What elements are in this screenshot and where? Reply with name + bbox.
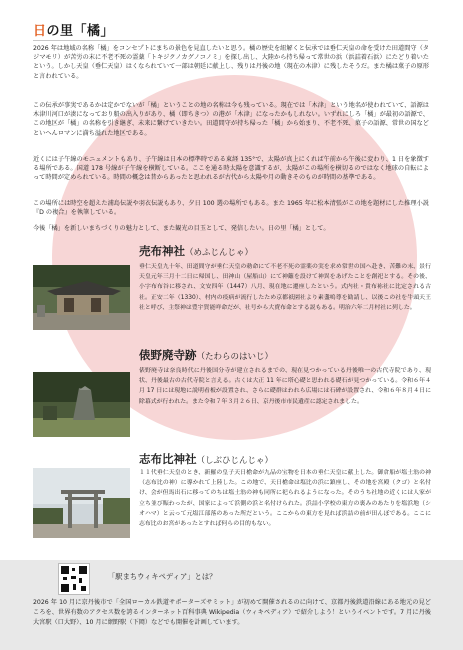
wiki-section-text: 2026 年 10 月に京丹後市で「全国ローカル鉄道サポーターズサミット」が初めて開催されるのに向けて、京都丹後鉄道沿線にある地元の見どころを、世界有数のアクセス数を誇るインターネット百科事典 Wikipedia（ウィキペディア）で紹介しよう！というイベントです。7 月に丹後大宮駅（口大野）、10 月に網野駅（下岡）などでも開催を計画しています。 — [33, 599, 431, 626]
page-title — [33, 20, 114, 39]
intro-paragraph-2: この伝承が事実であるかは定かでないが「橘」ということの地の名称は今も残っている。現在では「木津」という地名が使われていて、語源は木津川河口が湊になっており船の出入りがあり、橘（即ちきつ）の港が「木津」になったかもしれない。いずれにしろ「橘」が最初の語源で、この地区が「橘」の名称を引き継ぎ、未来に繋げていきたい。田道間守が持ち帰った「橘」から始まり、不老不死、菓子の語源、常世の国などといへんロマンに満ち溢れた地区である。 — [33, 102, 429, 137]
intro-paragraph-5: 今後「橘」を新しいまちづくりの魅力として、また観光の目玉として、発信したい。日の里「橘」として。 — [33, 225, 330, 232]
shrine-building-photo — [33, 265, 130, 330]
qr-code[interactable] — [58, 563, 90, 595]
section-heading-shibuhi — [139, 451, 273, 467]
section-reading: （たわらのはいじ） — [196, 352, 274, 362]
title-first-char: 日 — [33, 24, 47, 39]
section-name: 志布比神社 — [139, 452, 197, 466]
section-text-tawarano: 俵野廃寺は奈良時代に丹後国分寺が建立されるまでの、現在見つかっている丹後唯一の古代寺院であり、現状、丹後最古の古代寺院と言える。古くは大正 11 年に塔心礎と思われる礎石が見つかっている。令和６年４月 17 日には現地に説明看板が設置され、さらに礎群はわれら広場には石碑が設置され、令和６年８月４日に除幕式が行われた。また令和７年３月２６日、京丹後市市民遺産に認定されました。 — [139, 368, 431, 405]
section-name: 俵野廃寺跡 — [139, 348, 197, 362]
shrine-icon — [33, 265, 130, 330]
section-reading: （めふじんじゃ） — [185, 248, 254, 258]
intro-paragraph-4: この場所には時空を超えた浦島伝説や羽衣伝説もあり、夕日 100 選の場所でもある。また 1965 年に松本清張がこの地を題材にした推理小説『D の複合』を執筆している。 — [33, 200, 429, 217]
section-text-shibuhi: １１代垂仁天皇のとき、新羅の皇子天日槍命が九品の宝物を日本の垂仁天皇に献上した。御倉船が塩土翁の神（志布比の神）に導かれて上陸した。この地で、天日槍命は塩比の浜に鎮座し、その地を宮殿（クゴ）と名付け、会が但馬出石に移ってのちは塩土翁の神も同所に祀られるようになった。そのうち社地の近くには人家が立ち並び賑わったが、国家によって浜側の浜と名付けられた。浜詰小学校の東方の裏みのあたりを塩浜地（シオハマ）と云って元塩江部落のあった所だという。ここからの東方を見れば浜詰の前が田んぼである。ここに志布比のお宮があったとすれば何らの目的もない。 — [139, 470, 431, 528]
section-reading: （しぶひじんじゃ） — [196, 456, 274, 466]
stone-monument-photo — [33, 372, 130, 437]
wiki-section-title: 「駅まちウィキペディア」とは？ — [108, 572, 217, 581]
monument-icon — [33, 372, 130, 437]
torii-gate-photo — [33, 468, 130, 538]
section-heading-tawarano — [139, 347, 273, 363]
section-name: 売布神社 — [139, 244, 185, 258]
title-divider — [33, 40, 428, 41]
intro-paragraph-3: 近くには子午線のモニュメントもあり、子午線は日本の標準時である東経 135°で、太陽が真上にくれば午前から午後に変わり、1 日を象徴する場所である。国道 178 号線が子午線を横断している。ここを通る時太陽を意識するが、太陽がこの場所を横切るのではなく地球の自転によって時間が定められている。時間の概念は昔からあったと思われるが古代から太陽や月の動きそのものが時間の基準である。 — [33, 156, 429, 182]
section-text-mefu: 垂仁天皇九十年、田道間守が垂仁天皇の勅命にて不老不死の霊薬の実を求め常世の国へ赴き、苦難の末、景行天皇元年三月十二日に帰国し、田神山（屋船山）にて神籬を設けて神異をあげたことを創祀とする。その後、小字布布谷に移され、文安四年（1447）八月、現在地に遷座したという。式内社・貴布袮社に比定される古社。正安二年（1330）、村内の疫病が流行したため京都祇園社より素盞嗚尊を勧請し、以後この社を牛頭天王社と呼び、主祭神は豊宇賀能咩命だが、社号から大賣布命とする説もある。明治六年二月村社に列した。 — [139, 264, 431, 311]
title-rest: の里「橘」 — [46, 24, 115, 39]
section-heading-mefu — [139, 243, 253, 259]
intro-paragraph-1: 2026 年は地域の名称「橘」をコンセプトにまちの景色を見直したいと思う。橘の歴史を紐解くと伝承では垂仁天皇の命を受けた田道間守（タジマモリ）が苦労の末に不老不死の霊薬「トキジクノカグノコノミ」を探し出し、大陸から持ち帰って常世の浜（浜詰着石浜）にたどり着いたという。しかし天皇（垂仁天皇）はくなられていて一部は朝廷に献上し、残りは丹後の地（現在の木津）に残したそうだ。また橘は菓子の原形と言われている。 — [33, 45, 429, 80]
torii-icon — [33, 468, 130, 538]
